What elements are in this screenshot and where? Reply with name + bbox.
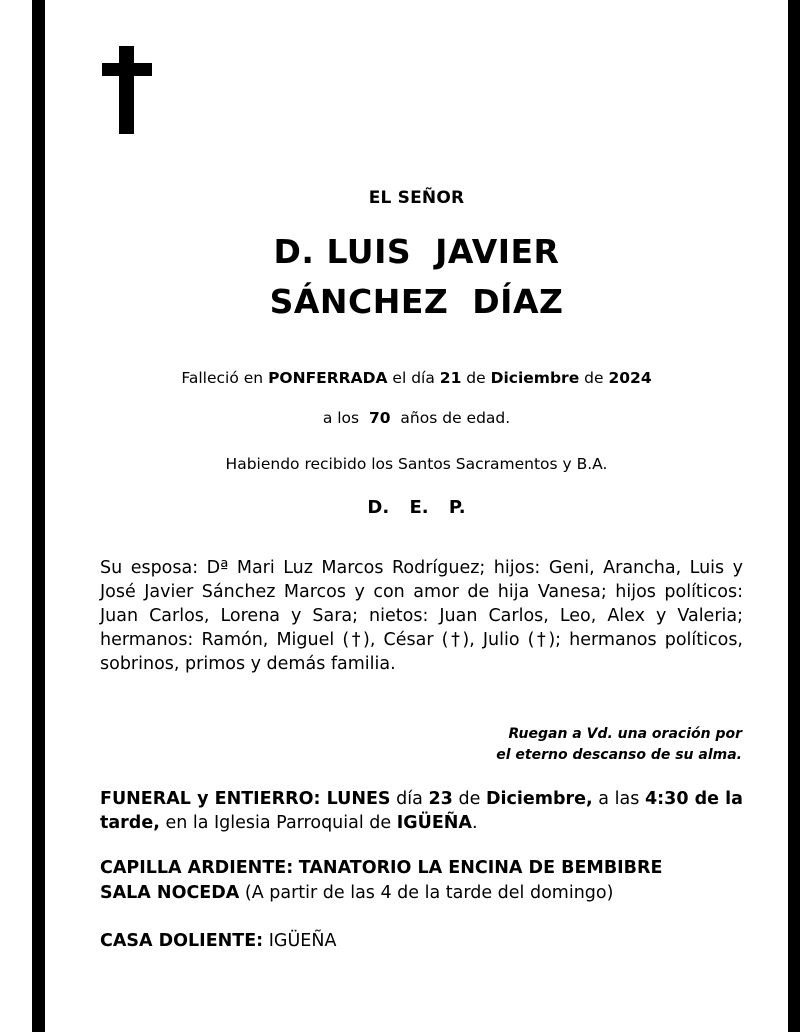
dep-line: D. E. P.	[367, 497, 466, 518]
deceased-name-line2: SÁNCHEZ DÍAZ	[269, 282, 564, 321]
chapel-line: CAPILLA ARDIENTE: TANATORIO LA ENCINA DE BEMBIBRE	[100, 858, 663, 878]
mourning-house-place: IGÜEÑA	[268, 931, 337, 951]
death-day: 21	[439, 369, 462, 387]
family-list: Su esposa: Dª Mari Luz Marcos Rodríguez; hijos: Geni, Arancha, Luis y José Javier Sánchez Marcos y con amor de hija Vanesa; hijos políticos: Juan Carlos, Lorena y Sara; nietos: Juan Carlos, Leo, Alex y Valeria; hermanos: Ramón, Miguel (†), César (†), Julio (†); hermanos políticos, sobrinos, primos y demás familia.	[100, 558, 743, 674]
cross-icon	[102, 46, 152, 134]
chapel-room-line	[100, 883, 613, 903]
age-value: 70	[368, 409, 391, 427]
death-year: 2024	[608, 369, 652, 387]
age-line: a los 70 años de edad.	[322, 409, 511, 427]
death-details: Falleció en PONFERRADA el día 21 de Diciembre de 2024	[181, 369, 652, 387]
sacraments-line: Habiendo recibido los Santos Sacramentos y B.A.	[225, 455, 608, 473]
deceased-name-line1: D. LUIS JAVIER	[273, 232, 560, 271]
left-border	[32, 0, 45, 1032]
funeral-time: 4:30 de la tarde,	[100, 789, 743, 833]
funeral-info: FUNERAL y ENTIERRO: LUNES día 23 de Diciembre, a las 4:30 de la tarde, en la Iglesia Parroquial de IGÜEÑA.	[100, 789, 743, 833]
death-month: Diciembre	[490, 369, 580, 387]
death-place: PONFERRADA	[268, 369, 388, 387]
honorific-title: EL SEÑOR	[368, 188, 465, 208]
prayer-line1: Ruegan a Vd. una oración por	[508, 726, 742, 742]
right-border	[788, 0, 800, 1032]
funeral-place: IGÜEÑA	[396, 813, 472, 833]
prayer-line2: el eterno descanso de su alma.	[496, 747, 742, 763]
chapel-note: (A partir de las 4 de la tarde del domingo)	[244, 883, 614, 903]
funeral-day: 23	[428, 789, 453, 809]
chapel-place: TANATORIO LA ENCINA DE BEMBIBRE	[298, 858, 663, 878]
mourning-house-line	[100, 931, 336, 951]
mourning-house-label: CASA DOLIENTE:	[100, 931, 264, 951]
funeral-label: FUNERAL y ENTIERRO: LUNES	[100, 789, 391, 809]
chapel-label: CAPILLA ARDIENTE	[100, 858, 287, 878]
chapel-room: SALA NOCEDA	[100, 883, 240, 903]
funeral-month: Diciembre,	[485, 789, 593, 809]
